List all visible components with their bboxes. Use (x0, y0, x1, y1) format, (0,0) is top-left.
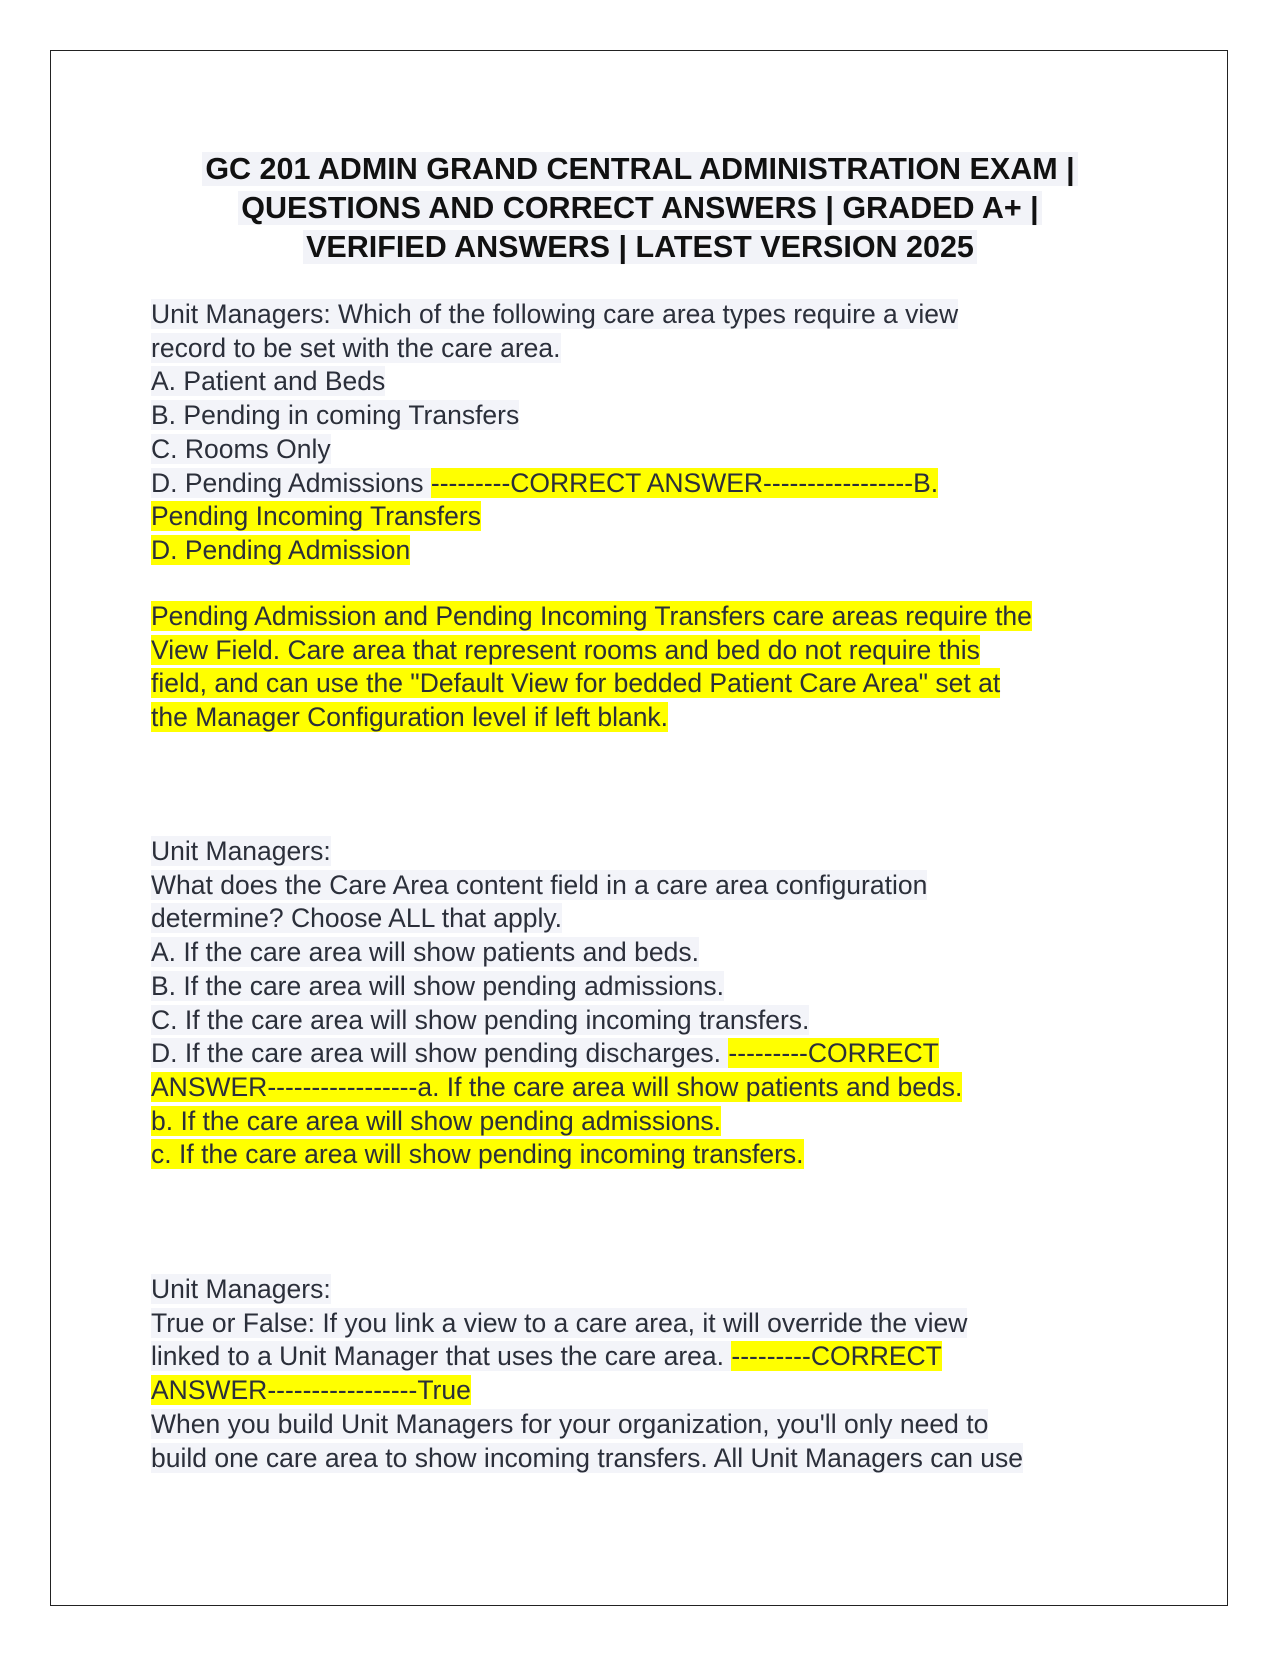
q2-option-b: B. If the care area will show pending admissions. (151, 970, 724, 1001)
q3-line-1: Unit Managers: (151, 1274, 331, 1304)
q3-explanation-line-1: When you build Unit Managers for your organization, you'll only need to (151, 1408, 989, 1439)
question-1-explanation (151, 600, 1151, 735)
q2-line-1: Unit Managers: (151, 836, 331, 866)
document-title (100, 150, 1180, 267)
q1-option-b: B. Pending in coming Transfers (151, 400, 520, 431)
q1-option-a: A. Patient and Beds (151, 366, 386, 397)
q3-correct-answer-marker: ---------CORRECT (731, 1341, 942, 1372)
q3-line-2: True or False: If you link a view to a care area, it will override the view (151, 1307, 968, 1338)
q2-option-c: C. If the care area will show pending incoming transfers. (151, 1004, 810, 1035)
q1-answer-line-1: Pending Incoming Transfers (151, 501, 481, 532)
q1-explanation-line-2: View Field. Care area that represent rooms and bed do not require this (151, 634, 980, 665)
q1-option-d: D. Pending Admissions (151, 467, 431, 498)
q1-option-c: C. Rooms Only (151, 433, 331, 464)
q2-line-3: determine? Choose ALL that apply. (151, 903, 563, 934)
q2-correct-answer-marker: ---------CORRECT (728, 1038, 939, 1069)
question-2 (151, 835, 1151, 1172)
title-line-3: VERIFIED ANSWERS | LATEST VERSION 2025 (303, 230, 977, 264)
q2-answer-line-3: c. If the care area will show pending incoming transfers. (151, 1139, 804, 1170)
q1-answer-line-2: D. Pending Admission (151, 534, 411, 565)
q1-correct-answer-marker: ---------CORRECT ANSWER-----------------B. (430, 467, 939, 498)
q2-answer-line-2: b. If the care area will show pending admissions. (151, 1105, 722, 1136)
question-3 (151, 1273, 1151, 1475)
q1-line-2: record to be set with the care area. (151, 332, 561, 363)
question-1 (151, 298, 1151, 568)
title-line-1: GC 201 ADMIN GRAND CENTRAL ADMINISTRATION EXAM | (202, 152, 1077, 186)
q2-option-d: D. If the care area will show pending discharges. (151, 1038, 729, 1069)
q2-option-a: A. If the care area will show patients and beds. (151, 937, 699, 968)
q1-explanation-line-1: Pending Admission and Pending Incoming Transfers care areas require the (151, 601, 1032, 631)
q3-line-3: linked to a Unit Manager that uses the care area. (151, 1341, 732, 1372)
q2-line-2: What does the Care Area content field in a care area configuration (151, 869, 928, 900)
q1-line-1: Unit Managers: Which of the following care area types require a view (151, 299, 959, 329)
title-line-2: QUESTIONS AND CORRECT ANSWERS | GRADED A+ | (238, 191, 1041, 225)
q1-explanation-line-4: the Manager Configuration level if left blank. (151, 702, 669, 733)
q3-answer: ANSWER-----------------True (151, 1375, 471, 1406)
q3-explanation-line-2: build one care area to show incoming transfers. All Unit Managers can use (151, 1442, 1024, 1473)
q1-explanation-line-3: field, and can use the "Default View for bedded Patient Care Area" set at (151, 668, 1001, 699)
q2-answer-line-1: ANSWER-----------------a. If the care area will show patients and beds. (151, 1071, 963, 1102)
